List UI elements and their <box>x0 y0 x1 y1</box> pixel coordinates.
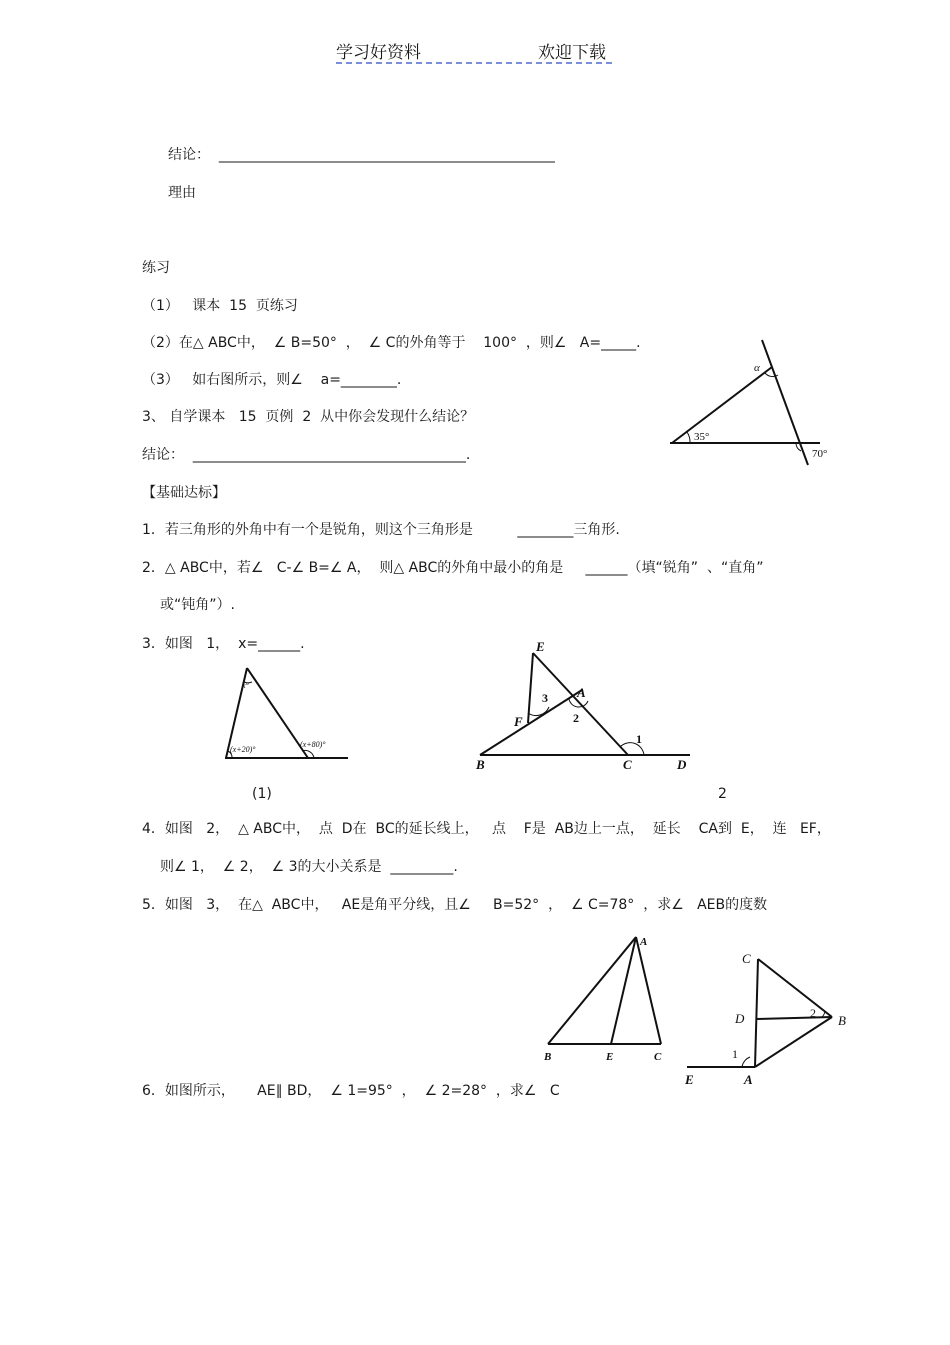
label-C: C <box>654 1051 662 1063</box>
label-C: C <box>742 951 751 966</box>
label-F: F <box>514 714 523 729</box>
figure-4 <box>680 945 855 1095</box>
label-C: C <box>623 757 632 772</box>
label-B: B <box>544 1051 552 1063</box>
label-E: E <box>606 1051 614 1063</box>
label-x: x° <box>242 681 249 690</box>
label-A: A <box>577 685 586 700</box>
figure-label-1: (1) <box>252 786 272 802</box>
basic-q2-line1: 2．△ ABC中，若∠ C-∠ B=∠ A， 则△ ABC的外角中最小的角是 ______（填“锐角” 、“直角” <box>142 560 764 576</box>
label-1: 1 <box>636 732 642 746</box>
label-x-plus-20: (x+20)° <box>230 745 256 754</box>
header-right: 欢迎下载 <box>538 43 606 63</box>
basic-q4-line2: 则∠ 1， ∠ 2， ∠ 3的大小关系是 _________. <box>160 859 458 875</box>
label-E: E <box>536 639 545 654</box>
label-B: B <box>838 1013 846 1028</box>
label-B: B <box>476 757 485 772</box>
basic-q2-line2: 或“钝角”）. <box>160 597 235 613</box>
practice-q3: （3） 如右图所示，则∠ a=________. <box>142 372 402 388</box>
label-x-plus-80: (x+80)° <box>300 740 326 749</box>
figure-3 <box>538 930 668 1065</box>
practice-q2: （2）在△ ABC中， ∠ B=50° ， ∠ C的外角等于 100° ，则∠ A=_____. <box>142 335 641 351</box>
figure-2 <box>470 635 700 780</box>
label-D: D <box>677 757 687 772</box>
conclusion-line-2: 结论： _______________________________________. <box>142 447 471 463</box>
basic-q6: 6．如图所示， AE∥ BD， ∠ 1=95° ， ∠ 2=28° ，求∠ C <box>142 1083 560 1099</box>
self-study-question: 3、 自学课本 15 页例 2 从中你会发现什么结论？ <box>142 409 475 425</box>
label-alpha: α <box>754 362 760 374</box>
label-1: 1 <box>732 1047 738 1061</box>
practice-q1: （1） 课本 15 页练习 <box>142 298 298 314</box>
practice-title: 练习 <box>142 260 170 276</box>
basic-q1: 1．若三角形的外角中有一个是锐角，则这个三角形是 ________三角形. <box>142 522 620 538</box>
label-2: 2 <box>810 1006 816 1020</box>
header-divider <box>336 62 612 64</box>
figure-1 <box>218 660 358 770</box>
basic-q4-line1: 4．如图 2， △ ABC中， 点 D在 BC的延长线上， 点 F是 AB边上一点， 延长 CA到 E， 连 EF， <box>142 821 831 837</box>
label-A: A <box>640 936 648 948</box>
basic-q5: 5．如图 3， 在△ ABC中， AE是角平分线，且∠ B=52° ， ∠ C=78° ，求∠ AEB的度数 <box>142 897 768 913</box>
label-35: 35° <box>694 431 710 443</box>
label-E: E <box>685 1072 694 1087</box>
basic-q3: 3．如图 1， x=______. <box>142 636 305 652</box>
label-3: 3 <box>542 691 548 705</box>
header-left: 学习好资料 <box>336 43 421 63</box>
figure-label-2: 2 <box>718 786 727 802</box>
label-2: 2 <box>573 711 579 725</box>
figure-exterior-angle <box>660 335 850 475</box>
conclusion-line: 结论： ________________________________________________ <box>168 147 555 163</box>
label-D: D <box>735 1011 745 1026</box>
label-70: 70° <box>812 448 828 460</box>
reason-label: 理由 <box>168 185 196 201</box>
label-A: A <box>744 1072 753 1087</box>
basic-title: 【基础达标】 <box>142 485 226 501</box>
